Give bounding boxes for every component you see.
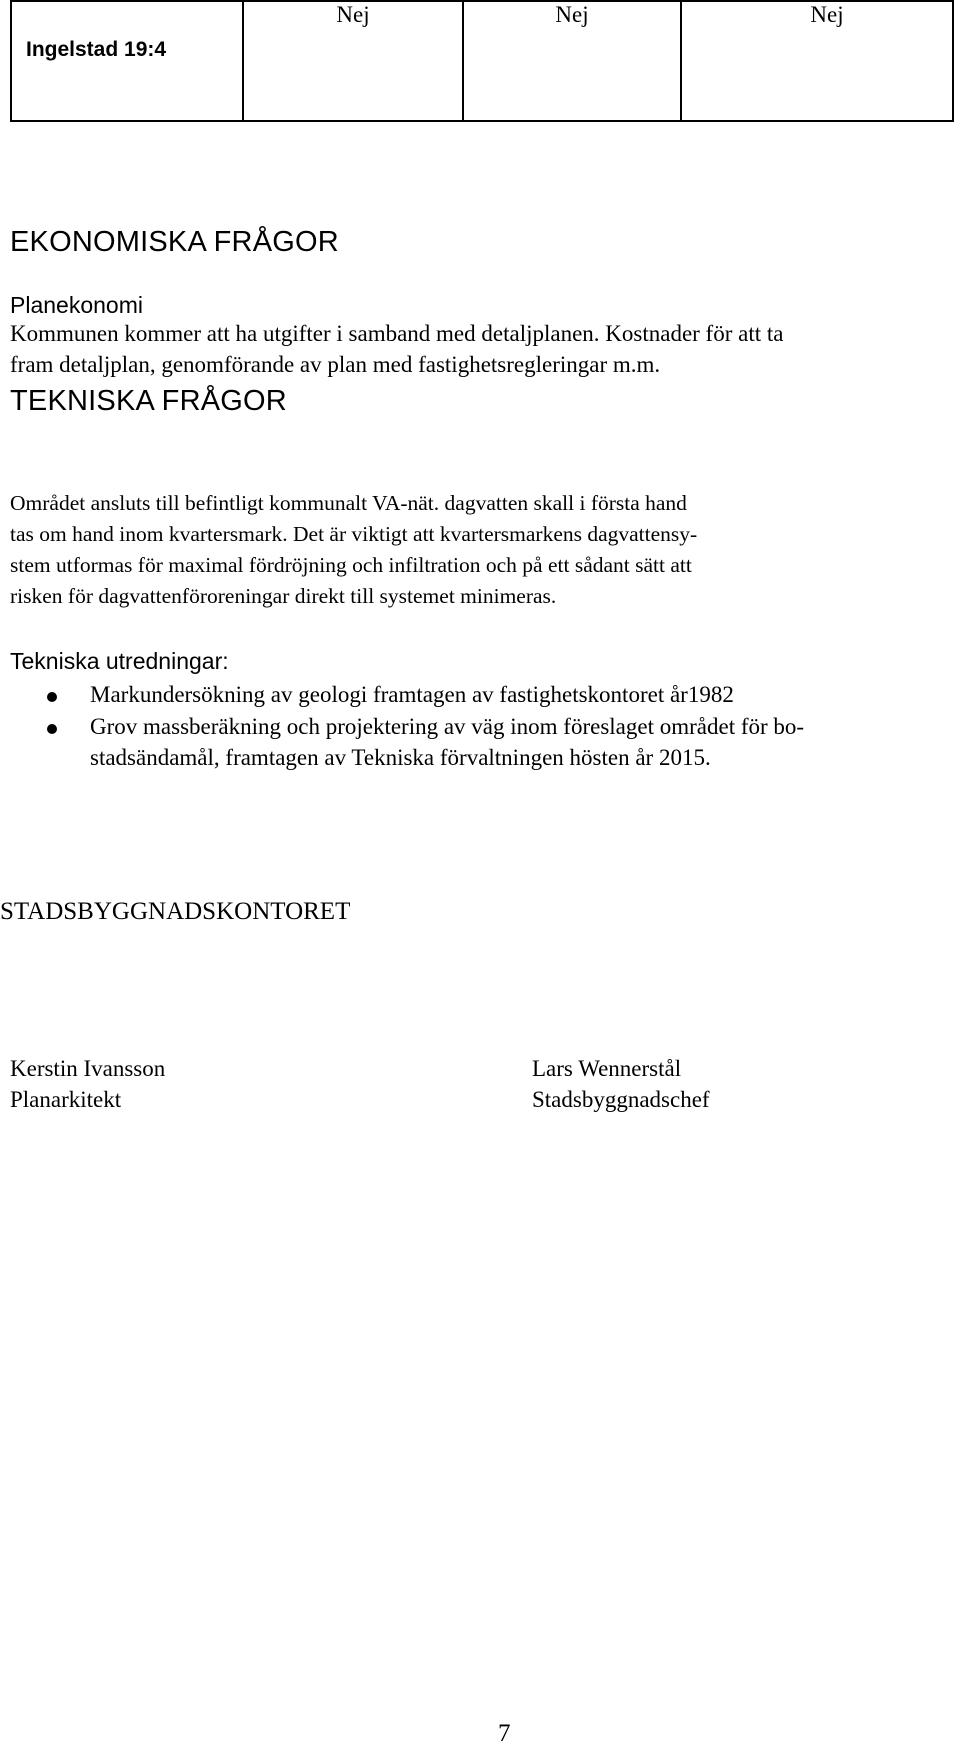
list-item	[90, 711, 804, 773]
paragraph-line: stem utformas för maximal fördröjning och infiltration och på ett sådant sätt att	[10, 553, 692, 577]
technical-paragraph	[10, 488, 697, 612]
table-cell: Nej	[463, 1, 681, 121]
signature-name: Lars Wennerstål	[532, 1056, 682, 1081]
list-item-line: Grov massberäkning och projektering av väg inom föreslaget området för bo-	[90, 714, 805, 739]
office-name: STADSBYGGNADSKONTORET	[0, 898, 351, 925]
economics-subheading: Planekonomi	[10, 292, 143, 318]
table-cell: Nej	[243, 1, 463, 121]
paragraph-line: fram detaljplan, genomförande av plan med fastighetsregleringar m.m.	[10, 352, 661, 377]
bullet-icon	[47, 724, 57, 734]
signature-title: Stadsbyggnadschef	[532, 1087, 710, 1112]
paragraph-line: Kommunen kommer att ha utgifter i samband med detaljplanen. Kostnader för att ta	[10, 321, 784, 346]
list-item-line: Markundersökning av geologi framtagen av fastighetskontoret år1982	[90, 682, 734, 707]
economics-heading: EKONOMISKA FRÅGOR	[10, 226, 339, 258]
table-row-label-cell	[11, 1, 243, 121]
table-cell: Nej	[681, 1, 953, 121]
signature-title: Planarkitekt	[10, 1087, 122, 1112]
signature-block	[532, 1053, 710, 1115]
signature-name: Kerstin Ivansson	[10, 1056, 166, 1081]
page-number: 7	[498, 1720, 511, 1747]
property-label: Ingelstad 19:4	[26, 38, 167, 61]
list-item	[90, 679, 734, 710]
paragraph-line: tas om hand inom kvartersmark. Det är viktigt att kvartersmarkens dagvattensy-	[10, 522, 698, 546]
investigations-heading: Tekniska utredningar:	[10, 648, 229, 674]
economics-paragraph	[10, 318, 783, 380]
paragraph-line: Området ansluts till befintligt kommunalt VA-nät. dagvatten skall i första hand	[10, 491, 687, 515]
list-item-line: stadsändamål, framtagen av Tekniska förvaltningen hösten år 2015.	[90, 745, 711, 770]
paragraph-line: risken för dagvattenföroreningar direkt till systemet minimeras.	[10, 584, 557, 608]
table-row	[11, 1, 953, 121]
status-table	[10, 0, 954, 122]
technical-heading: TEKNISKA FRÅGOR	[10, 385, 287, 417]
bullet-icon	[47, 692, 57, 702]
signature-block	[10, 1053, 165, 1115]
